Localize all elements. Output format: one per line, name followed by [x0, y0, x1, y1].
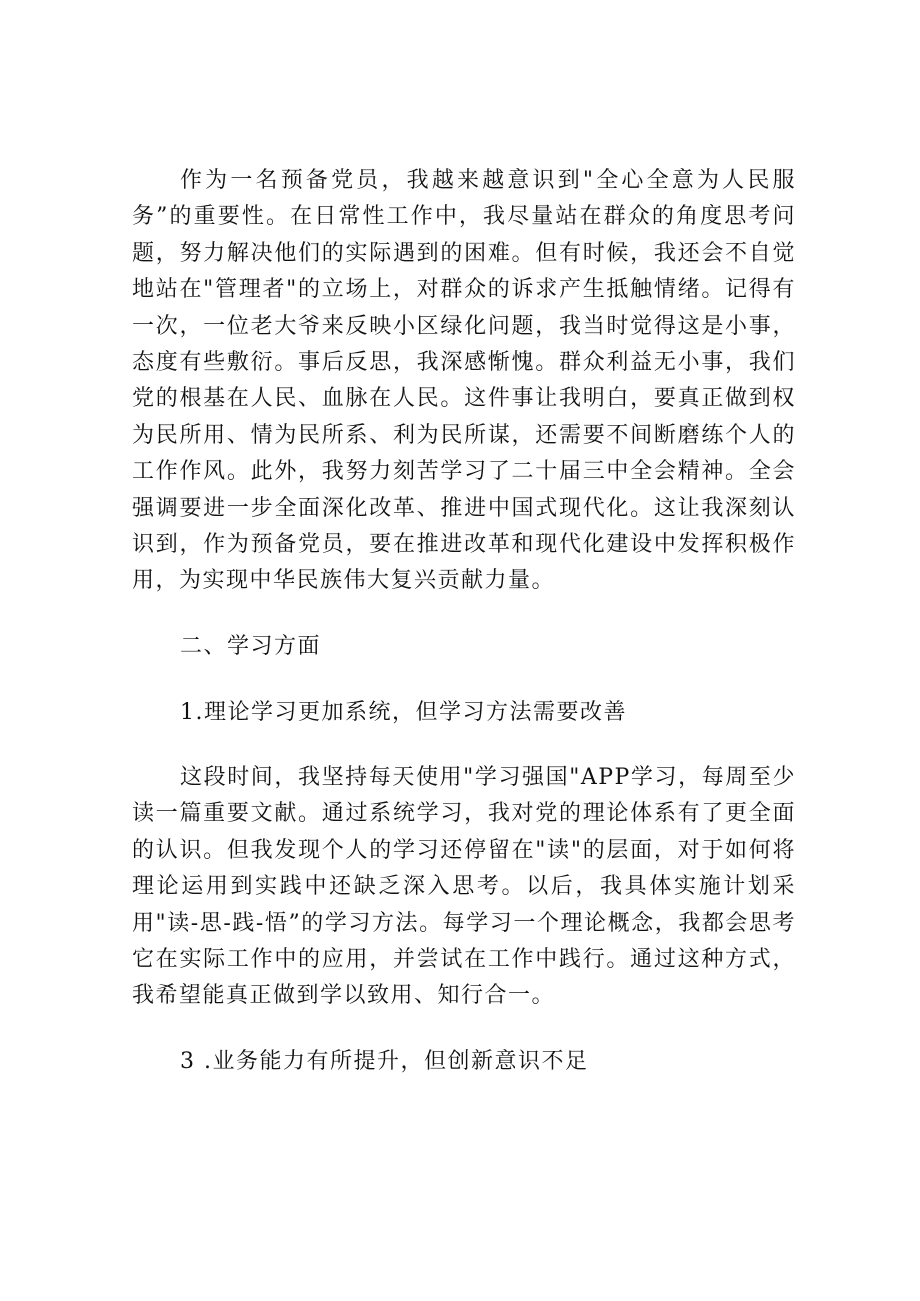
document-body [132, 163, 796, 1109]
paragraph-study-method: 这段时间，我坚持每天使用"学习强国"APP学习，每周至少读一篇重要文献。通过系统学习，我对党的理论体系有了更全面的认识。但我发现个人的学习还停留在"读"的层面，对于如何将理论运用到实践中还缺乏深入思考。以后，我具体实施计划采用"读-思-践-悟”的学习方法。每学习一个理论概念，我都会思考它在实际工作中的应用，并尝试在工作中践行。通过这种方式，我希望能真正做到学以致用、知行合一。 [132, 764, 796, 1009]
subheading-business-ability: 3 .业务能力有所提升，但创新意识不足 [180, 1048, 589, 1074]
paragraph-service-reflection: 作为一名预备党员，我越来越意识到"全心全意为人民服务”的重要性。在日常性工作中，我尽量站在群众的角度思考问题，努力解决他们的实际遇到的困难。但有时候，我还会不自觉地站在"管理者"的立场上，对群众的诉求产生抵触情绪。记得有一次，一位老大爷来反映小区绿化问题，我当时觉得这是小事，态度有些敷衍。事后反思，我深感惭愧。群众利益无小事，我们党的根基在人民、血脉在人民。这件事让我明白，要真正做到权为民所用、情为民所系、利为民所谋，还需要不间断磨练个人的工作作风。此外，我努力刻苦学习了二十届三中全会精神。全会强调要进一步全面深化改革、推进中国式现代化。这让我深刻认识到，作为预备党员，要在推进改革和现代化建设中发挥积极作用，为实现中华民族伟大复兴贡献力量。 [132, 168, 796, 594]
subheading-theory-study: 1.理论学习更加系统，但学习方法需要改善 [180, 699, 627, 725]
section-heading-study: 二、学习方面 [180, 633, 322, 659]
